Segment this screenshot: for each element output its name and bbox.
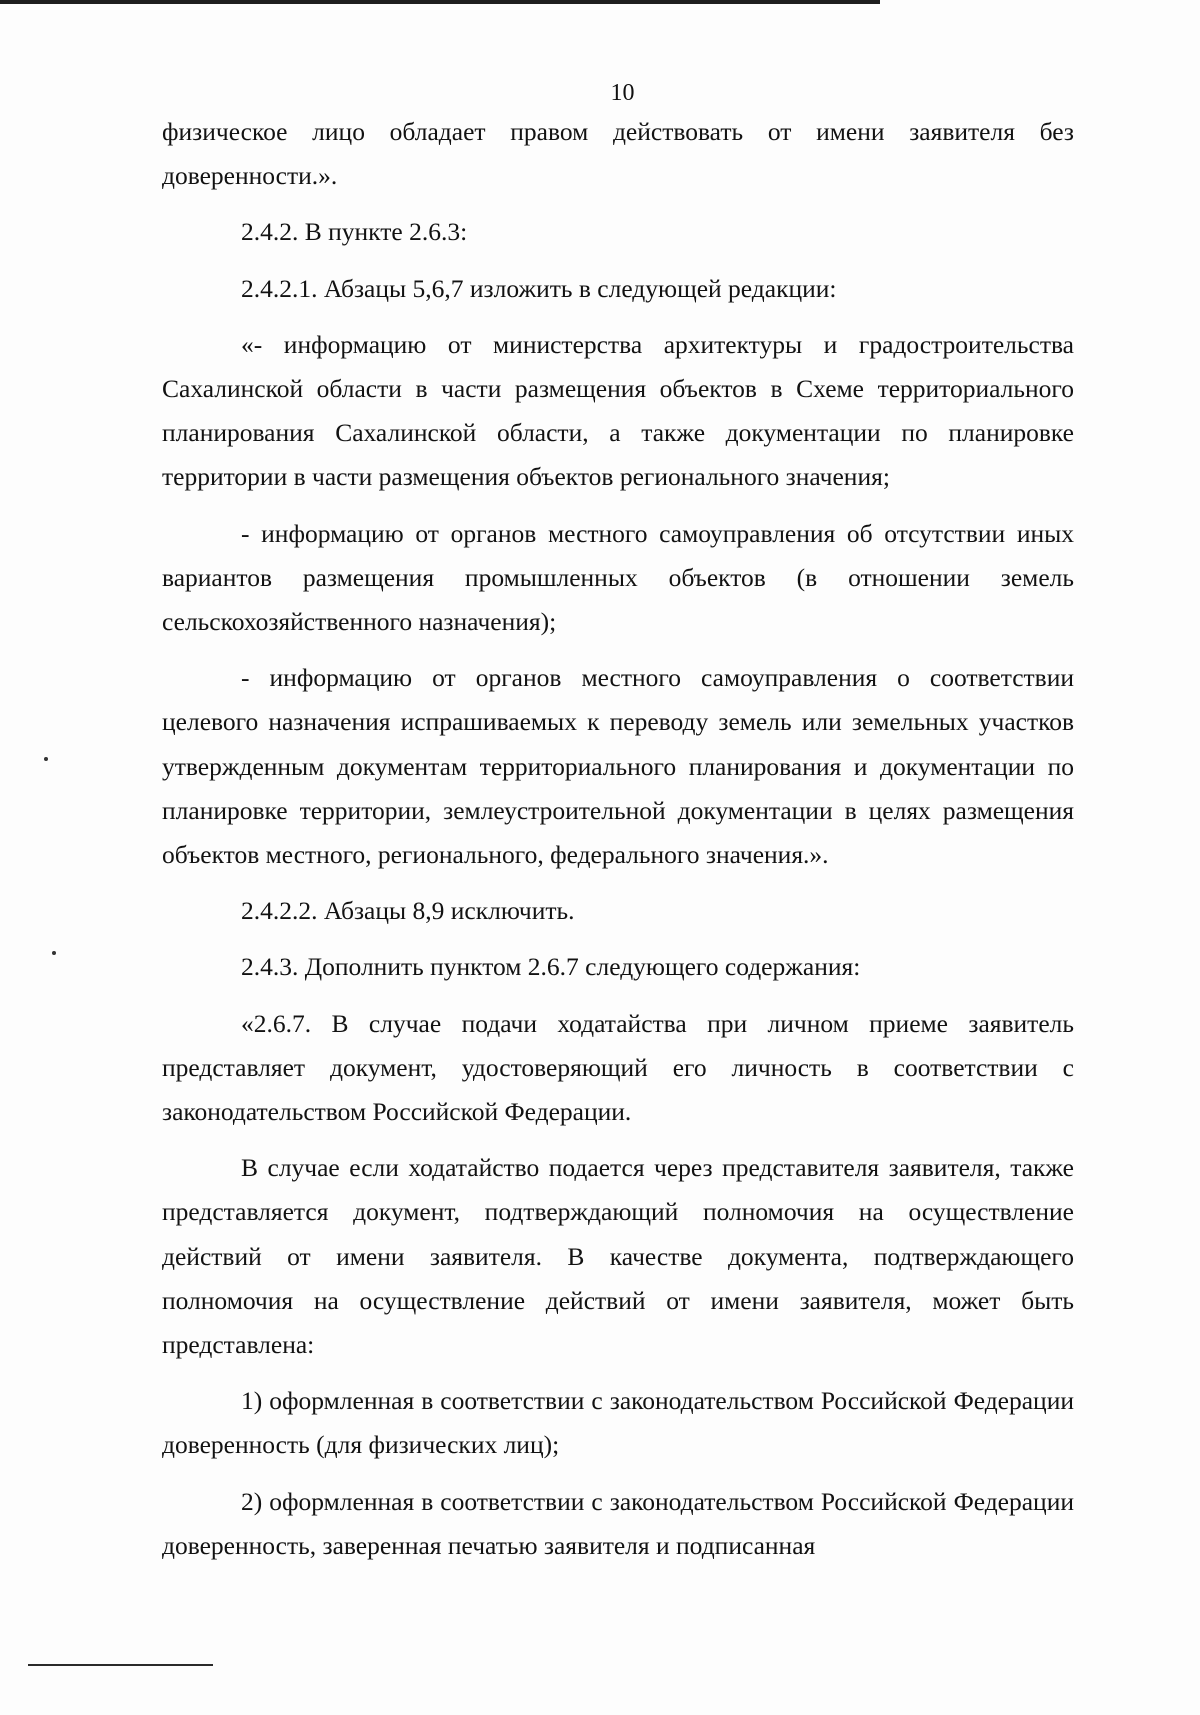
paragraph-continuation: физическое лицо обладает правом действовать от имени заявителя без доверенности.». <box>162 117 1074 191</box>
scan-speck <box>52 951 56 955</box>
paragraph-quote-ministry-info: «- информацию от министерства архитектуры и градостроительства Сахалинской области в части размещения объектов в Схеме территориального планирования Сахалинской области, а также документации по планировке территории в части размещения объектов регионального значения; <box>162 329 1074 492</box>
paragraph-2-6-7: «2.6.7. В случае подачи ходатайства при личном приеме заявитель представляет документ, удостоверяющий его личность в соответствии с законодательством Российской Федерации. <box>162 1008 1074 1127</box>
paragraph-2-4-2-2: 2.4.2.2. Абзацы 8,9 исключить. <box>241 896 575 926</box>
paragraph-local-gov-conformity: - информацию от органов местного самоуправления о соответствии целевого назначения испрашиваемых к переводу земель или земельных участков утвержденным документам территориального планирования и документации по планировке территории, землеустроительной документации в целях размещения объектов местного, регионального, федерального значения.». <box>162 663 1074 870</box>
document-body <box>162 110 1074 1580</box>
paragraph-representative: В случае если ходатайство подается через представителя заявителя, также представляется документ, подтверждающий полномочия на осуществление действий от имени заявителя. В качестве документа, подтверждающего полномочия на осуществление действий от имени заявителя, может быть представлена: <box>162 1153 1074 1360</box>
list-item-1: 1) оформленная в соответствии с законодательством Российской Федерации доверенность (для физических лиц); <box>162 1386 1074 1460</box>
paragraph-2-4-2-1: 2.4.2.1. Абзацы 5,6,7 изложить в следующей редакции: <box>241 273 837 303</box>
scan-speck <box>44 757 48 761</box>
list-item-2: 2) оформленная в соответствии с законодательством Российской Федерации доверенность, заверенная печатью заявителя и подписанная <box>162 1486 1074 1560</box>
page-number: 10 <box>610 80 635 106</box>
footnote-rule <box>28 1664 213 1666</box>
paragraph-2-4-2: 2.4.2. В пункте 2.6.3: <box>241 217 468 247</box>
paragraph-2-4-3: 2.4.3. Дополнить пунктом 2.6.7 следующего содержания: <box>241 952 861 982</box>
paragraph-local-gov-absence: - информацию от органов местного самоуправления об отсутствии иных вариантов размещения промышленных объектов (в отношении земель сельскохозяйственного назначения); <box>162 518 1074 637</box>
scan-top-edge <box>0 0 880 4</box>
